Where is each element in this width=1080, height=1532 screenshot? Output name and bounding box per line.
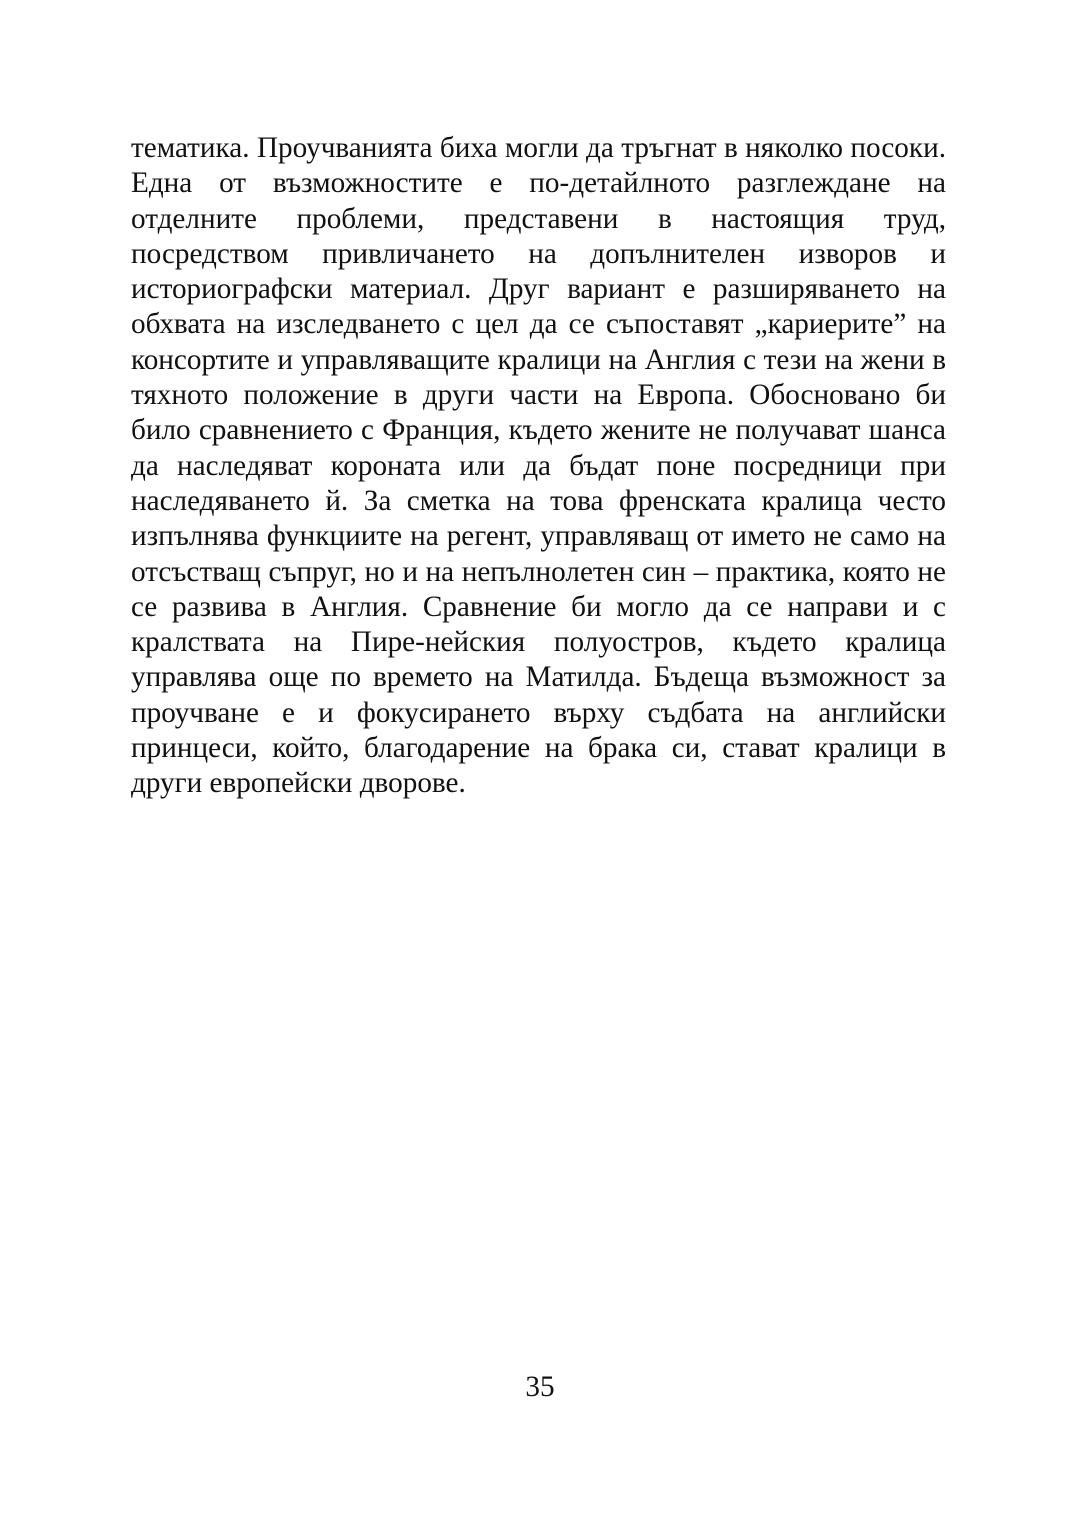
page-number: 35 xyxy=(525,1371,555,1403)
body-paragraph: тематика. Проучванията биха могли да тръгнат в няколко посоки. Една от възможностите е по-детайлното разглеждане на отделните проблеми, представени в настоящия труд, посредством привличането на допълнителен изворов и историографски материал. Друг вариант е разширяването на обхвата на изследването с цел да се съпоставят „кариерите” на консортите и управляващите кралици на Англия с тези на жени в тяхното положение в други части на Европа. Обосновано би било сравнението с Франция, където жените не получават шанса да наследяват короната или да бъдат поне посредници при наследяването й. За сметка на това френската кралица често изпълнява функциите на регент, управляващ от името не само на отсъстващ съпруг, но и на непълнолетен син – практика, която не се развива в Англия. Сравнение би могло да се направи и с кралствата на Пире-нейския полуостров, където кралица управлява още по времето на Матилда. Бъдеща възможност за проучване е и фокусирането върху съдбата на английски принцеси, който, благодарение на брака си, стават кралици в други европейски дворове. xyxy=(131,132,946,800)
